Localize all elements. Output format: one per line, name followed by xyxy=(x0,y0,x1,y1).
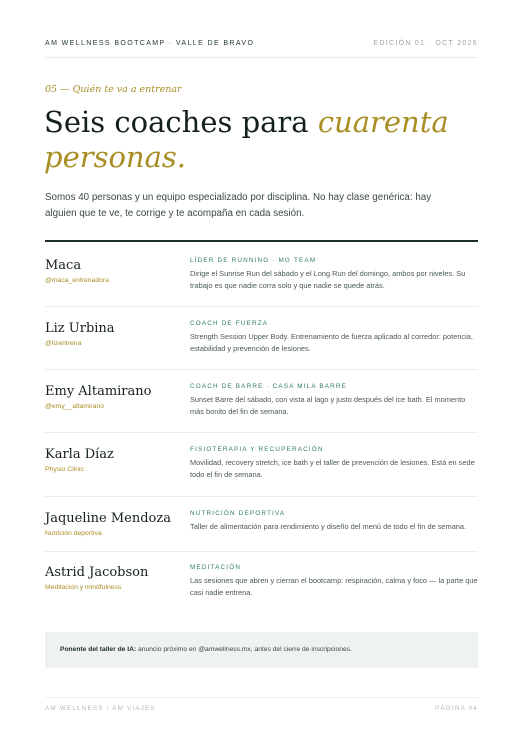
section-kicker: 05 — Quién te va a entrenar xyxy=(45,84,182,95)
coach-description: Sunset Barre del sábado, con vista al lago y justo después del ice bath. El momento más bonito del fin de semana. xyxy=(190,395,466,416)
coach-handle: @maca_entrenadora xyxy=(45,277,109,284)
coach-row xyxy=(45,369,478,433)
intro-paragraph: Somos 40 personas y un equipo especializado por disciplina. No hay clase genérica: hay alguien que te ve, te corrige y te acompaña en cada sesión. xyxy=(45,192,432,219)
coach-row xyxy=(45,496,478,552)
coach-role: COACH DE FUERZA xyxy=(190,320,269,327)
coach-name: Emy Altamirano xyxy=(45,384,152,399)
title-accent: cuarenta personas. xyxy=(44,105,449,174)
brand-label: AM WELLNESS BOOTCAMP · VALLE DE BRAVO xyxy=(45,40,255,47)
footer-divider xyxy=(45,697,478,698)
ia-note-body: anuncio próximo en @amwellness.mx, antes del cierre de inscripciones. xyxy=(136,646,352,653)
ia-note-label: Ponente del taller de IA: xyxy=(60,646,137,653)
page-number: PÁGINA 04 xyxy=(434,705,478,712)
coach-name: Liz Urbina xyxy=(45,321,115,336)
coach-row xyxy=(45,242,478,307)
page-header xyxy=(45,40,478,52)
coach-row xyxy=(45,432,478,497)
header-divider xyxy=(45,57,478,58)
coach-row xyxy=(45,551,478,611)
coach-description: Movilidad, recovery stretch, ice bath y el taller de prevención de lesiones. Está en sede todo el fin de semana. xyxy=(190,458,475,479)
ia-workshop-note xyxy=(45,632,478,668)
coach-handle: Nutrición deportiva xyxy=(45,530,102,537)
page-title xyxy=(44,105,474,175)
coach-row xyxy=(45,306,478,370)
title-plain: Seis coaches para xyxy=(44,105,318,139)
coach-handle: @emy__altamirano xyxy=(45,403,105,410)
coach-description: Taller de alimentación para rendimiento y diseño del menú de todo el fin de semana. xyxy=(190,522,467,531)
coach-role: COACH DE BARRE · CASA MILA BARRE xyxy=(190,383,348,390)
coach-role: NUTRICIÓN DEPORTIVA xyxy=(190,510,286,517)
coach-handle: Meditación y mindfulness xyxy=(45,584,122,591)
ia-note-text xyxy=(60,646,352,653)
coach-role: FISIOTERAPIA Y RECUPERACIÓN xyxy=(190,446,324,453)
coach-role: LÍDER DE RUNNING · MG TEAM xyxy=(190,257,317,264)
coach-handle: Physio Clinic xyxy=(45,466,84,473)
coach-description: Strength Session Upper Body. Entrenamiento de fuerza aplicado al corredor: potencia, estabilidad y prevención de lesiones. xyxy=(190,332,473,353)
coach-name: Jaqueline Mendoza xyxy=(45,511,171,526)
coach-name: Astrid Jacobson xyxy=(45,565,149,580)
coach-description: Dirige el Sunrise Run del sábado y el Long Run del domingo, ambos por niveles. Su trabajo es que nadie corra solo y que nadie se quede atrás. xyxy=(190,269,466,290)
coach-handle: @lizentrena xyxy=(45,340,82,347)
coach-name: Maca xyxy=(45,258,82,273)
footer-brand: AM WELLNESS / AM VIAJES xyxy=(45,705,156,712)
coach-name: Karla Díaz xyxy=(45,447,114,462)
edition-label: EDICIÓN 01 · OCT 2026 xyxy=(373,40,478,47)
coach-role: MEDITACIÓN xyxy=(190,564,242,571)
coach-description: Las sesiones que abren y cierran el bootcamp: respiración, calma y foco — la parte que casi nadie entrena. xyxy=(190,576,478,597)
